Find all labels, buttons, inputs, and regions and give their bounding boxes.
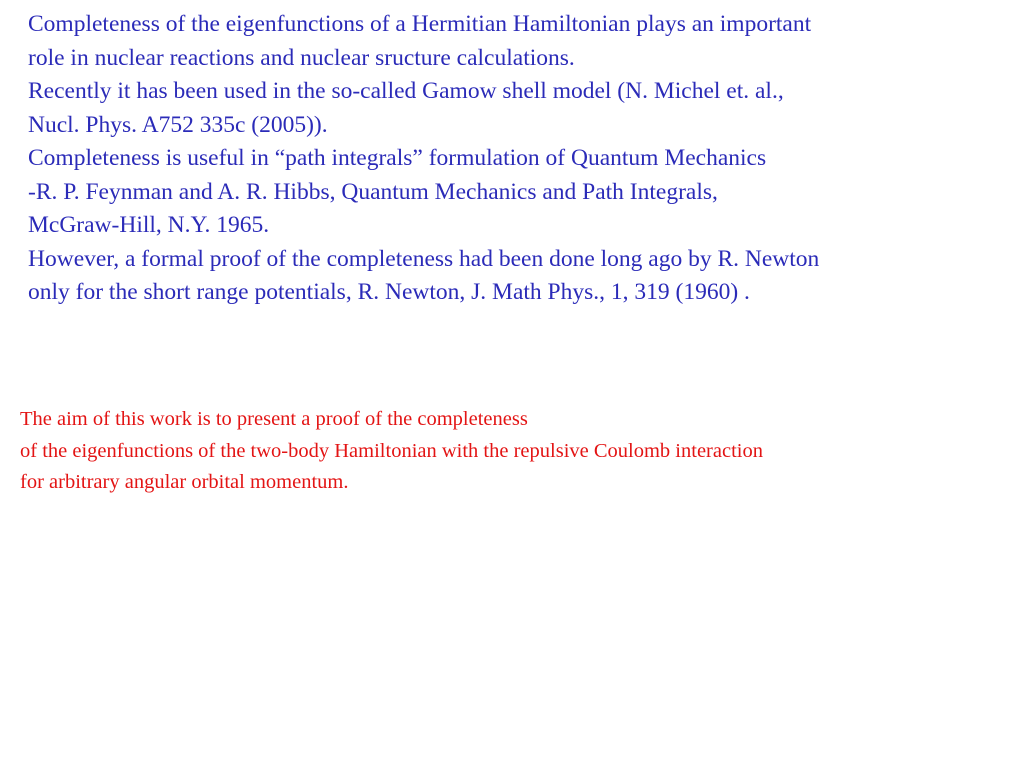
- intro-line: -R. P. Feynman and A. R. Hibbs, Quantum Mechanics and Path Integrals,: [28, 178, 718, 205]
- intro-line: Completeness is useful in “path integrals” formulation of Quantum Mechanics: [28, 145, 767, 171]
- aim-line: for arbitrary angular orbital momentum.: [20, 471, 349, 493]
- aim-line: of the eigenfunctions of the two-body Hamiltonian with the repulsive Coulomb interaction: [20, 439, 763, 462]
- intro-paragraph: [28, 8, 1008, 310]
- aim-line: The aim of this work is to present a proof of the completeness: [20, 408, 528, 430]
- intro-line: Completeness of the eigenfunctions of a Hermitian Hamiltonian plays an important: [28, 11, 812, 37]
- intro-line: McGraw-Hill, N.Y. 1965.: [28, 212, 270, 238]
- intro-line: Nucl. Phys. A752 335c (2005)).: [28, 111, 328, 138]
- intro-line: only for the short range potentials, R. Newton, J. Math Phys., 1, 319 (1960) .: [28, 279, 750, 305]
- intro-line: However, a formal proof of the completeness had been done long ago by R. Newton: [28, 245, 820, 272]
- intro-line: Recently it has been used in the so-called Gamow shell model (N. Michel et. al.,: [28, 78, 784, 104]
- aim-paragraph: [20, 404, 1010, 499]
- intro-line: role in nuclear reactions and nuclear sructure calculations.: [28, 44, 575, 71]
